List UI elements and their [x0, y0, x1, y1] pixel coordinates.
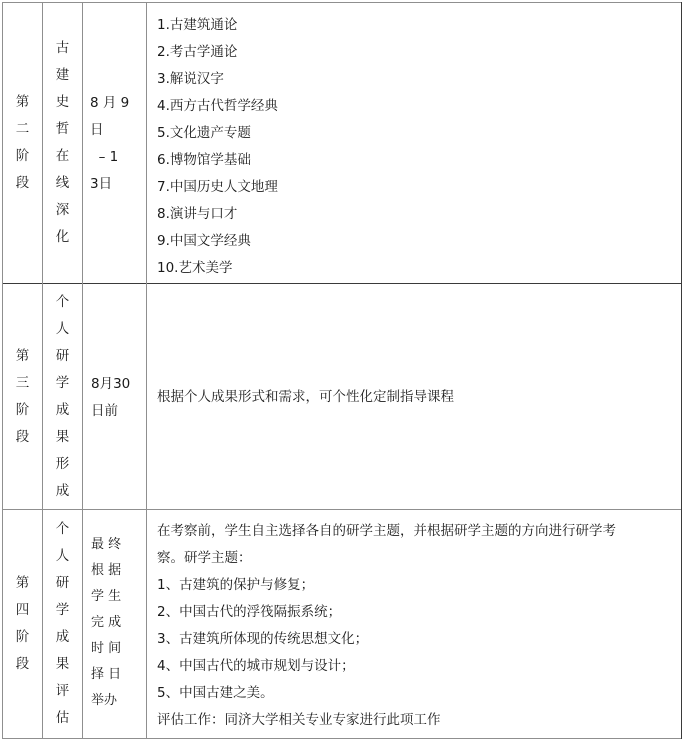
topic-item: 2、中国古代的浮筏隔振系统；: [157, 604, 342, 620]
topic-item: 5、中国古建之美。: [157, 685, 274, 701]
vertical-char: 段: [15, 656, 30, 672]
vertical-char: 阶: [15, 629, 30, 645]
stage-title: [56, 289, 70, 505]
vertical-char: 在: [55, 148, 70, 164]
content-line: 评估工作：同济大学相关专业专家进行此项工作: [157, 712, 441, 728]
stage-label: [16, 89, 30, 197]
vertical-char: 建: [55, 67, 70, 83]
course-item: 9.中国文学经典: [157, 233, 251, 249]
content-line: 在考察前，学生自主选择各自的研学主题，并根据研学主题的方向进行研学考: [157, 523, 616, 539]
stage-cell-4: [3, 510, 42, 738]
date-line: 3日: [90, 176, 113, 192]
date-line: 日前: [91, 403, 118, 419]
vertical-char: 学: [55, 602, 70, 618]
row-divider-2: [2, 509, 682, 510]
vertical-char: 果: [55, 656, 70, 672]
vertical-char: 人: [55, 320, 70, 337]
date-line: 8月30: [91, 376, 131, 392]
vertical-char: 学: [55, 374, 70, 391]
vertical-char: 三: [15, 374, 30, 391]
title-cell-4: [43, 510, 82, 738]
vertical-char: 第: [15, 94, 30, 110]
course-item: 3.解说汉字: [157, 71, 224, 87]
vertical-char: 研: [55, 575, 70, 591]
course-item: 2.考古学通论: [157, 44, 238, 60]
course-note: 根据个人成果形式和需求，可个性化定制指导课程: [157, 389, 454, 405]
vertical-char: 成: [55, 629, 70, 645]
stage-title: [56, 35, 70, 251]
date-line: 8 月 9: [90, 95, 130, 111]
vertical-char: 哲: [55, 121, 70, 137]
stage-label: [16, 343, 30, 451]
vertical-char: 果: [55, 428, 70, 445]
date-line: – 1: [90, 149, 119, 165]
vertical-char: 成: [55, 401, 70, 418]
course-item: 4.西方古代哲学经典: [157, 98, 278, 114]
table-border-right: [681, 2, 682, 739]
vertical-char: 成: [55, 482, 70, 499]
date-line: 学 生: [91, 589, 122, 604]
row-divider-1: [2, 283, 682, 284]
vertical-char: 四: [15, 602, 30, 618]
title-cell-3: [43, 284, 82, 509]
course-item: 10.艺术美学: [157, 260, 233, 276]
vertical-char: 第: [15, 347, 30, 364]
table-border-bottom: [2, 738, 682, 739]
content-cell-3: [157, 384, 677, 411]
course-item: 8.演讲与口才: [157, 206, 238, 222]
stage-label: [16, 570, 30, 678]
date-cell-3: [91, 371, 146, 425]
topic-item: 4、中国古代的城市规划与设计；: [157, 658, 355, 674]
vertical-char: 阶: [15, 148, 30, 164]
topic-item: 3、古建筑所体现的传统思想文化；: [157, 631, 369, 647]
stage-cell-2: [3, 3, 42, 283]
vertical-char: 人: [55, 548, 70, 564]
date-line: 举办: [91, 693, 118, 708]
vertical-char: 形: [55, 455, 70, 472]
date-line: 完 成: [91, 615, 122, 630]
vertical-char: 史: [55, 94, 70, 110]
vertical-char: 阶: [15, 401, 30, 418]
date-line: 择 日: [91, 667, 122, 682]
vertical-char: 古: [55, 40, 70, 56]
vertical-char: 线: [55, 175, 70, 191]
topic-item: 1、古建筑的保护与修复；: [157, 577, 315, 593]
vertical-char: 评: [55, 683, 70, 699]
content-cell-4: [157, 518, 679, 734]
date-line: 根 据: [91, 563, 122, 578]
vertical-char: 第: [15, 575, 30, 591]
vertical-char: 估: [55, 710, 70, 726]
vertical-char: 深: [55, 202, 70, 218]
vertical-char: 研: [55, 347, 70, 364]
vertical-char: 二: [15, 121, 30, 137]
vertical-char: 个: [55, 521, 70, 537]
stage-cell-3: [3, 284, 42, 509]
date-cell-4: [91, 532, 139, 714]
date-line: 时 间: [91, 641, 122, 656]
date-line: 最 终: [91, 537, 122, 552]
course-item: 5.文化遗产专题: [157, 125, 251, 141]
vertical-char: 个: [55, 293, 70, 310]
date-cell-2: [90, 90, 145, 198]
stage-title: [56, 516, 70, 732]
course-item: 6.博物馆学基础: [157, 152, 251, 168]
course-item: 7.中国历史人文地理: [157, 179, 278, 195]
vertical-char: 段: [15, 428, 30, 445]
vertical-char: 段: [15, 175, 30, 191]
content-cell-2: [147, 3, 681, 283]
title-cell-2: [43, 3, 82, 283]
col-divider-2: [82, 2, 83, 739]
course-item: 1.古建筑通论: [157, 17, 238, 33]
vertical-char: 化: [55, 229, 70, 245]
date-line: 日: [90, 122, 104, 138]
content-line: 察。研学主题：: [157, 550, 252, 566]
